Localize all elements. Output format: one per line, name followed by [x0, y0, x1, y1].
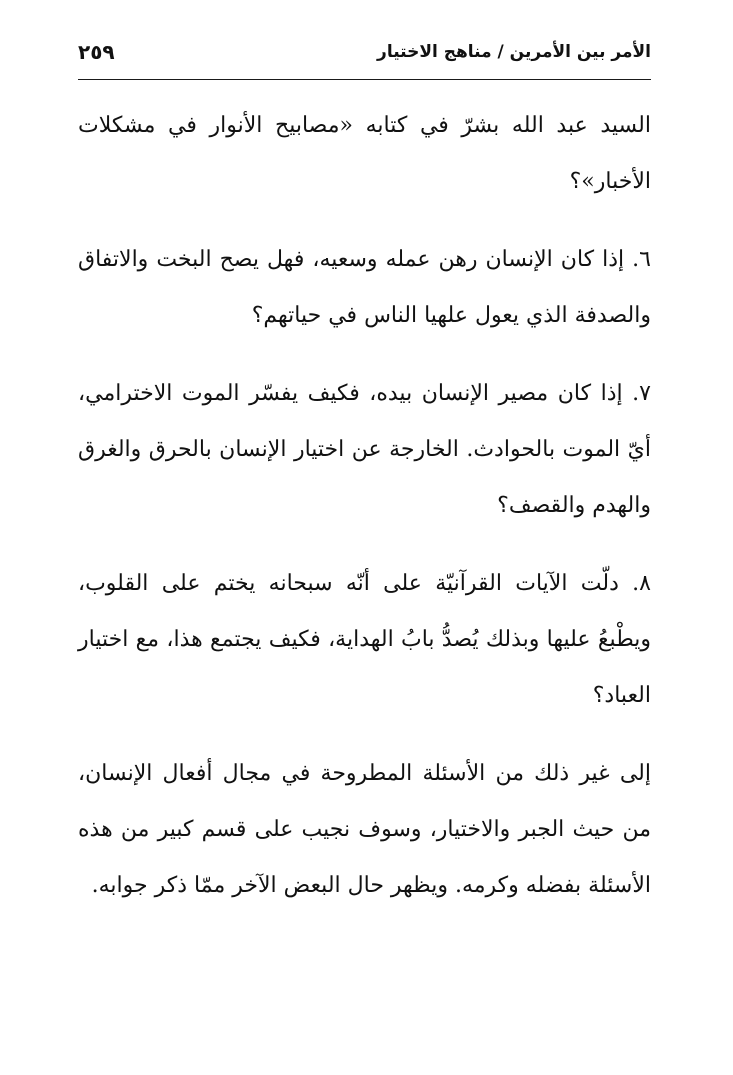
header-rule [78, 79, 651, 80]
paragraph-closing: إلى غير ذلك من الأسئلة المطروحة في مجال أفعال الإنسان، من حيث الجبر والاختيار، وسوف نجيب على قسم كبير من هذه الأسئلة بفضله وكرمه. ويظهر حال البعض الآخر ممّا ذكر جوابه. [78, 761, 651, 898]
paragraph-intro: السيد عبد الله بشرّ في كتابه «مصابيح الأنوار في مشكلات الأخبار»؟ [78, 113, 651, 194]
page-header [78, 38, 651, 72]
question-7: ٧. إذا كان مصير الإنسان بيده، فكيف يفسّر الموت الاخترامي، أيّ الموت بالحوادث. الخارجة عن اختيار الإنسان بالحرق والغرق والهدم والقصف؟ [78, 381, 651, 518]
page-body [78, 98, 651, 914]
question-6: ٦. إذا كان الإنسان رهن عمله وسعيه، فهل يصح البخت والاتفاق والصدفة الذي يعول علهيا الناس في حياتهم؟ [78, 247, 651, 328]
question-8: ٨. دلّت الآيات القرآنيّة على أنّه سبحانه يختم على القلوب، ويطْبعُ عليها وبذلك يُصدُّ بابُ الهداية، فكيف يجتمع هذا، مع اختيار العباد؟ [78, 571, 651, 708]
running-title: الأمر بين الأمرين / مناهج الاختيار [377, 42, 651, 62]
page-number: ٢٥٩ [78, 40, 115, 64]
